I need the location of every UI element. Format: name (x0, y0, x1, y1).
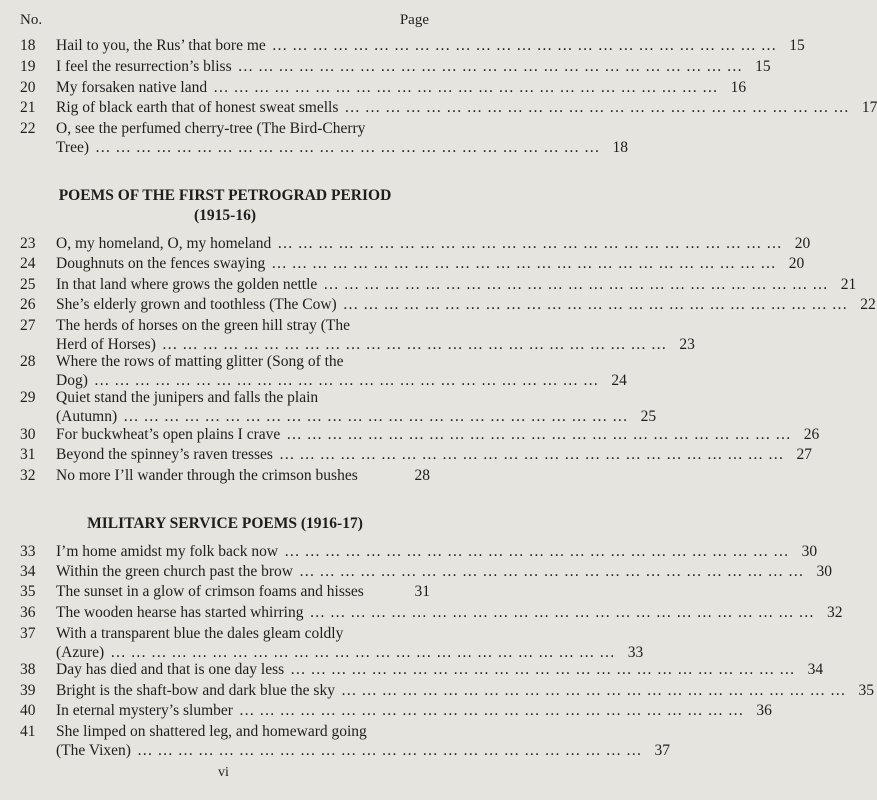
entry-page: 20 (788, 255, 805, 272)
entry-title: I feel the resurrection’s bliss (56, 58, 232, 75)
entry-number: 31 (20, 446, 36, 463)
toc-entry (20, 445, 812, 464)
entry-title-line2: (Autumn) (56, 408, 118, 425)
leader-dots (293, 562, 804, 581)
entry-title-line2: Herd of Horses) (56, 336, 156, 353)
entry-page: 35 (858, 682, 874, 699)
leader-dots (232, 57, 743, 76)
entry-page: 32 (827, 604, 843, 621)
leader-dots (265, 254, 776, 273)
entry-title: Day has died and that is one day less (56, 661, 285, 678)
column-header (20, 12, 429, 29)
entry-number: 18 (20, 37, 36, 54)
entry-title: Within the green church past the brow (56, 563, 293, 580)
toc-entry (20, 660, 824, 679)
section-heading (20, 514, 430, 534)
entry-page: 28 (414, 467, 430, 484)
entry-page: 30 (801, 543, 818, 560)
entry-number: 20 (20, 79, 36, 96)
entry-number: 40 (20, 702, 36, 719)
entry-number: 22 (20, 120, 36, 137)
entry-title: Doughnuts on the fences swaying (56, 255, 266, 272)
entry-number: 29 (20, 389, 36, 406)
leader-dots (89, 138, 600, 157)
entry-title-line2: Tree) (56, 139, 90, 156)
entry-number: 19 (20, 58, 36, 75)
leader-dots (317, 275, 828, 294)
toc-entry (20, 582, 430, 601)
leader-dots (280, 425, 791, 444)
entry-page: 30 (816, 563, 832, 580)
entry-page: 27 (796, 446, 812, 463)
entry-number: 24 (20, 255, 36, 272)
entry-number: 30 (20, 426, 36, 443)
entry-number: 25 (20, 276, 36, 293)
leader-dots (207, 78, 718, 97)
toc-entry (20, 36, 805, 55)
entry-title: In eternal mystery’s slumber (56, 702, 233, 719)
entry-number: 34 (20, 563, 36, 580)
toc-entry (20, 275, 857, 294)
leader-dots (131, 741, 642, 760)
entry-page: 16 (730, 79, 747, 96)
toc-entry (20, 295, 876, 314)
toc-entry (20, 352, 627, 390)
entry-title: O, my homeland, O, my homeland (56, 235, 272, 252)
toc-entry (20, 425, 820, 444)
entry-title-line2: (The Vixen) (56, 742, 131, 759)
toc-entry (20, 98, 877, 117)
leader-dots (335, 681, 846, 700)
entry-number: 35 (20, 583, 36, 600)
entry-page: 36 (756, 702, 772, 719)
entry-number: 28 (20, 353, 36, 370)
entry-title-line2: Dog) (56, 372, 88, 389)
toc-entry (20, 316, 695, 354)
entry-number: 37 (20, 625, 36, 642)
entry-title: No more I’ll wander through the crimson bushes (56, 467, 358, 484)
toc-entry (20, 234, 811, 253)
entry-title-line1: Where the rows of matting glitter (Song of the (56, 353, 344, 370)
toc-entry (20, 57, 771, 76)
entry-title: Bright is the shaft-bow and dark blue the sky (56, 682, 335, 699)
entry-number: 23 (20, 235, 36, 252)
entry-title: Beyond the spinney’s raven tresses (56, 446, 273, 463)
entry-page: 26 (803, 426, 820, 443)
entry-number: 39 (20, 682, 36, 699)
page-number: vi (218, 765, 229, 780)
entry-number: 33 (20, 543, 36, 560)
entry-title: Rig of black earth that of honest sweat smells (56, 99, 339, 116)
entry-title-line1: The herds of horses on the green hill stray (The (56, 317, 350, 334)
entry-title: She’s elderly grown and toothless (The Cow) (56, 296, 337, 313)
entry-page: 37 (654, 742, 670, 759)
entry-number: 36 (20, 604, 36, 621)
toc-entry (20, 388, 657, 426)
toc-entry (20, 119, 629, 157)
entry-title: Hail to you, the Rus’ that bore me (56, 37, 266, 54)
leader-dots (266, 36, 777, 55)
entry-title: In that land where grows the golden nettle (56, 276, 318, 293)
toc-entry (20, 254, 805, 273)
page-column-label: Page (399, 12, 429, 28)
toc-entry (20, 624, 644, 662)
toc-entry (20, 562, 832, 581)
toc-entry (20, 701, 772, 720)
leader-dots (278, 542, 789, 561)
entry-title: The sunset in a glow of crimson foams and hisses (56, 583, 364, 600)
entry-title: I’m home amidst my folk back now (56, 543, 279, 560)
entry-page: 25 (640, 408, 657, 425)
entry-page: 31 (414, 583, 430, 600)
section-heading (20, 186, 430, 226)
leader-dots (271, 234, 782, 253)
entry-page: 21 (840, 276, 857, 293)
entry-title-line1: O, see the perfumed cherry-tree (The Bird-Cherry (56, 120, 366, 137)
leader-dots (304, 603, 815, 622)
entry-page: 15 (755, 58, 771, 75)
entry-title-line2: (Azure) (56, 644, 105, 661)
section-years: (1915-16) (194, 207, 256, 224)
entry-page: 20 (794, 235, 811, 252)
section-title: MILITARY SERVICE POEMS (1916-17) (87, 515, 363, 532)
leader-dots (337, 295, 848, 314)
entry-title-line1: She limped on shattered leg, and homeward going (56, 723, 367, 740)
toc-entry (20, 681, 874, 700)
toc-entry (20, 466, 430, 485)
toc-entry (20, 542, 818, 561)
no-column-label: No. (20, 12, 43, 28)
leader-dots (117, 407, 628, 426)
entry-title: For buckwheat’s open plains I crave (56, 426, 281, 443)
toc-entry (20, 603, 843, 622)
entry-number: 38 (20, 661, 36, 678)
entry-page: 17 (861, 99, 877, 116)
entry-number: 41 (20, 723, 36, 740)
entry-page: 33 (627, 644, 644, 661)
entry-page: 34 (807, 661, 824, 678)
entry-number: 26 (20, 296, 36, 313)
entry-number: 21 (20, 99, 36, 116)
entry-number: 27 (20, 317, 36, 334)
leader-dots (338, 98, 849, 117)
entry-title: My forsaken native land (56, 79, 208, 96)
toc-entry (20, 78, 747, 97)
entry-page: 24 (611, 372, 627, 389)
entry-page: 22 (860, 296, 876, 313)
entry-number: 32 (20, 467, 36, 484)
entry-page: 18 (612, 139, 629, 156)
leader-dots (273, 445, 784, 464)
entry-title-line1: With a transparent blue the dales gleam coldly (56, 625, 344, 642)
section-title: POEMS OF THE FIRST PETROGRAD PERIOD (58, 187, 392, 204)
entry-page: 15 (789, 37, 805, 54)
leader-dots (284, 660, 795, 679)
toc-entry (20, 722, 670, 760)
entry-title: The wooden hearse has started whirring (56, 604, 304, 621)
entry-title-line1: Quiet stand the junipers and falls the plain (56, 389, 319, 406)
entry-page: 23 (679, 336, 695, 353)
leader-dots (233, 701, 744, 720)
